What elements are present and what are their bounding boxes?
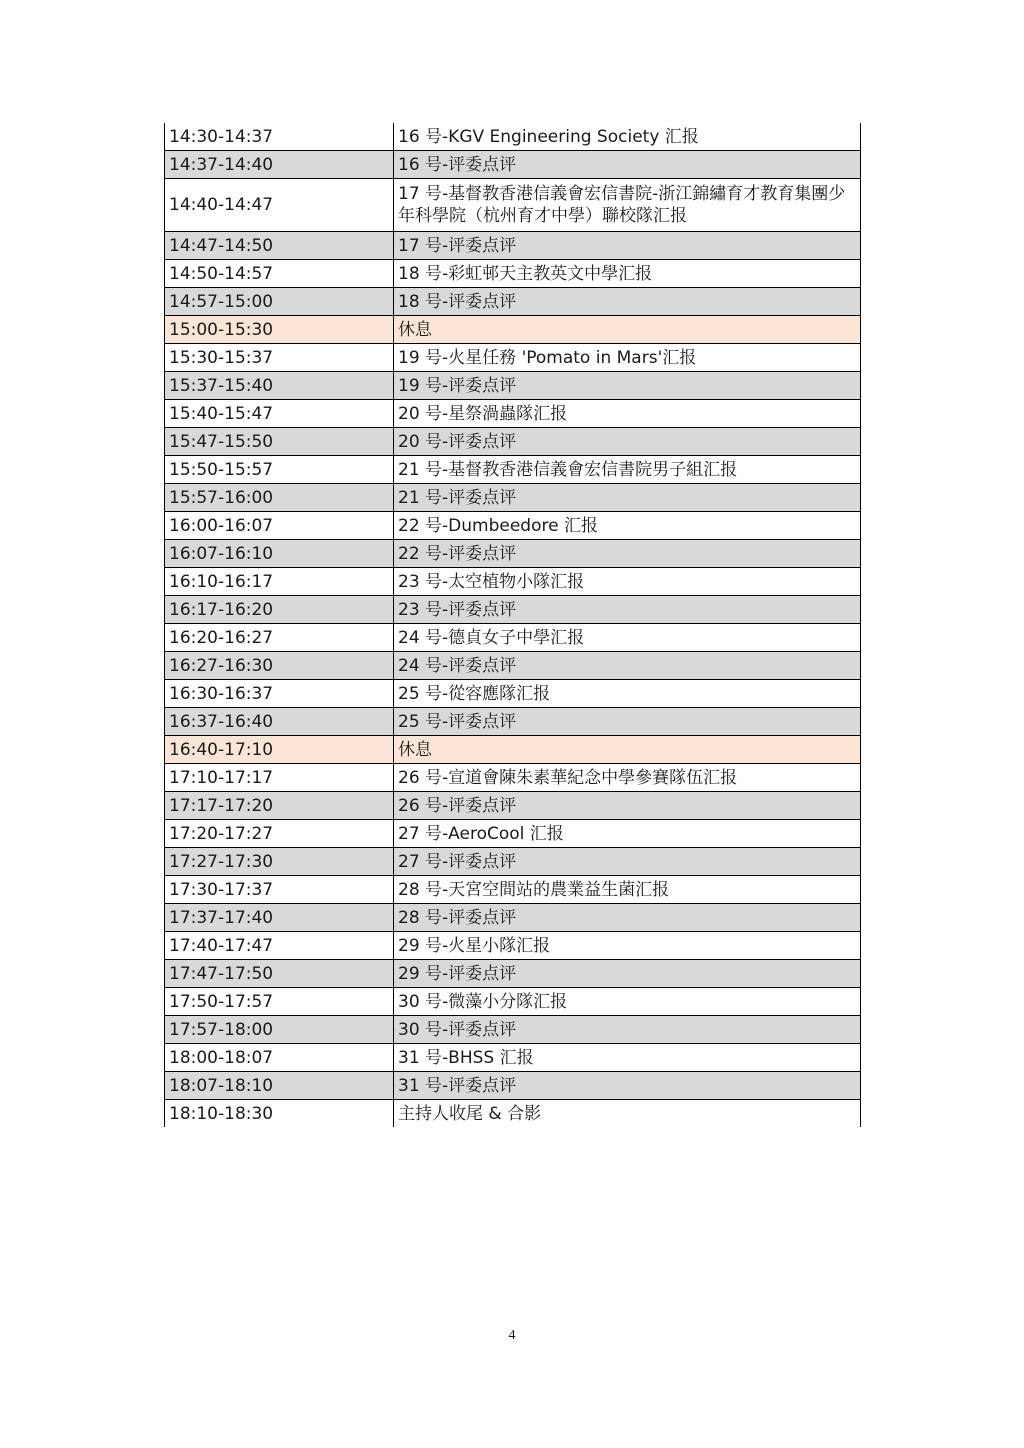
schedule-row — [165, 512, 861, 540]
schedule-row — [165, 123, 861, 151]
schedule-row — [165, 708, 861, 736]
event-cell: 18 号-彩虹邨天主教英文中學汇报 — [394, 260, 861, 288]
event-cell: 19 号-火星任務 'Pomato in Mars'汇报 — [394, 344, 861, 372]
time-cell: 16:07-16:10 — [165, 540, 394, 568]
time-cell: 14:47-14:50 — [165, 232, 394, 260]
event-cell: 27 号-AeroCool 汇报 — [394, 820, 861, 848]
event-cell: 29 号-火星小隊汇报 — [394, 932, 861, 960]
time-cell: 17:47-17:50 — [165, 960, 394, 988]
time-cell: 17:17-17:20 — [165, 792, 394, 820]
schedule-row — [165, 820, 861, 848]
time-cell: 18:00-18:07 — [165, 1044, 394, 1072]
schedule-row — [165, 904, 861, 932]
time-cell: 16:00-16:07 — [165, 512, 394, 540]
event-cell: 21 号-基督教香港信義會宏信書院男子組汇报 — [394, 456, 861, 484]
event-cell: 26 号-宣道會陳朱素華紀念中學參賽隊伍汇报 — [394, 764, 861, 792]
schedule-row — [165, 372, 861, 400]
event-cell: 23 号-太空植物小隊汇报 — [394, 568, 861, 596]
schedule-row — [165, 568, 861, 596]
schedule-table — [164, 123, 861, 1127]
event-cell: 28 号-评委点评 — [394, 904, 861, 932]
schedule-row — [165, 540, 861, 568]
schedule-row — [165, 400, 861, 428]
page-number: 4 — [508, 1328, 516, 1343]
event-cell: 21 号-评委点评 — [394, 484, 861, 512]
time-cell: 15:40-15:47 — [165, 400, 394, 428]
schedule-row — [165, 1100, 861, 1128]
event-cell: 休息 — [394, 736, 861, 764]
time-cell: 17:10-17:17 — [165, 764, 394, 792]
event-cell: 主持人收尾 & 合影 — [394, 1100, 861, 1128]
event-cell: 29 号-评委点评 — [394, 960, 861, 988]
schedule-row — [165, 428, 861, 456]
event-cell: 17 号-基督教香港信義會宏信書院-浙江錦繡育才教育集團少年科學院（杭州育才中學）聯校隊汇报 — [394, 179, 861, 232]
event-cell: 20 号-评委点评 — [394, 428, 861, 456]
time-cell: 16:17-16:20 — [165, 596, 394, 624]
time-cell: 17:57-18:00 — [165, 1016, 394, 1044]
schedule-row — [165, 792, 861, 820]
time-cell: 14:50-14:57 — [165, 260, 394, 288]
event-cell: 28 号-天宮空間站的農業益生菌汇报 — [394, 876, 861, 904]
time-cell: 18:10-18:30 — [165, 1100, 394, 1128]
event-cell: 24 号-评委点评 — [394, 652, 861, 680]
time-cell: 15:57-16:00 — [165, 484, 394, 512]
schedule-row — [165, 344, 861, 372]
event-cell: 26 号-评委点评 — [394, 792, 861, 820]
schedule-row — [165, 680, 861, 708]
time-cell: 15:47-15:50 — [165, 428, 394, 456]
time-cell: 17:50-17:57 — [165, 988, 394, 1016]
schedule-row — [165, 932, 861, 960]
time-cell: 15:37-15:40 — [165, 372, 394, 400]
schedule-row — [165, 848, 861, 876]
time-cell: 14:37-14:40 — [165, 151, 394, 179]
event-cell: 17 号-评委点评 — [394, 232, 861, 260]
schedule-row — [165, 179, 861, 232]
event-cell: 30 号-微藻小分隊汇报 — [394, 988, 861, 1016]
time-cell: 18:07-18:10 — [165, 1072, 394, 1100]
event-cell: 31 号-BHSS 汇报 — [394, 1044, 861, 1072]
time-cell: 15:30-15:37 — [165, 344, 394, 372]
event-cell: 25 号-评委点评 — [394, 708, 861, 736]
time-cell: 15:50-15:57 — [165, 456, 394, 484]
time-cell: 16:20-16:27 — [165, 624, 394, 652]
schedule-row — [165, 876, 861, 904]
time-cell: 17:20-17:27 — [165, 820, 394, 848]
time-cell: 16:27-16:30 — [165, 652, 394, 680]
schedule-row — [165, 596, 861, 624]
event-cell: 25 号-從容應隊汇报 — [394, 680, 861, 708]
event-cell: 休息 — [394, 316, 861, 344]
schedule-row — [165, 232, 861, 260]
time-cell: 14:30-14:37 — [165, 123, 394, 151]
event-cell: 22 号-Dumbeedore 汇报 — [394, 512, 861, 540]
schedule-row — [165, 624, 861, 652]
time-cell: 17:30-17:37 — [165, 876, 394, 904]
time-cell: 14:57-15:00 — [165, 288, 394, 316]
time-cell: 16:30-16:37 — [165, 680, 394, 708]
schedule-row — [165, 1072, 861, 1100]
break-row — [165, 316, 861, 344]
event-cell: 23 号-评委点评 — [394, 596, 861, 624]
schedule-row — [165, 151, 861, 179]
event-cell: 16 号-KGV Engineering Society 汇报 — [394, 123, 861, 151]
time-cell: 14:40-14:47 — [165, 179, 394, 232]
schedule-row — [165, 652, 861, 680]
event-cell: 30 号-评委点评 — [394, 1016, 861, 1044]
event-cell: 20 号-星祭渦蟲隊汇报 — [394, 400, 861, 428]
event-cell: 31 号-评委点评 — [394, 1072, 861, 1100]
schedule-row — [165, 764, 861, 792]
time-cell: 17:37-17:40 — [165, 904, 394, 932]
schedule-row — [165, 456, 861, 484]
time-cell: 15:00-15:30 — [165, 316, 394, 344]
time-cell: 16:10-16:17 — [165, 568, 394, 596]
break-row — [165, 736, 861, 764]
schedule-row — [165, 260, 861, 288]
time-cell: 16:40-17:10 — [165, 736, 394, 764]
schedule-row — [165, 484, 861, 512]
time-cell: 17:40-17:47 — [165, 932, 394, 960]
schedule-row — [165, 988, 861, 1016]
schedule-row — [165, 288, 861, 316]
event-cell: 16 号-评委点评 — [394, 151, 861, 179]
schedule-row — [165, 1044, 861, 1072]
event-cell: 24 号-德貞女子中學汇报 — [394, 624, 861, 652]
event-cell: 27 号-评委点评 — [394, 848, 861, 876]
event-cell: 22 号-评委点评 — [394, 540, 861, 568]
event-cell: 19 号-评委点评 — [394, 372, 861, 400]
time-cell: 17:27-17:30 — [165, 848, 394, 876]
schedule-row — [165, 960, 861, 988]
schedule-row — [165, 1016, 861, 1044]
time-cell: 16:37-16:40 — [165, 708, 394, 736]
event-cell: 18 号-评委点评 — [394, 288, 861, 316]
